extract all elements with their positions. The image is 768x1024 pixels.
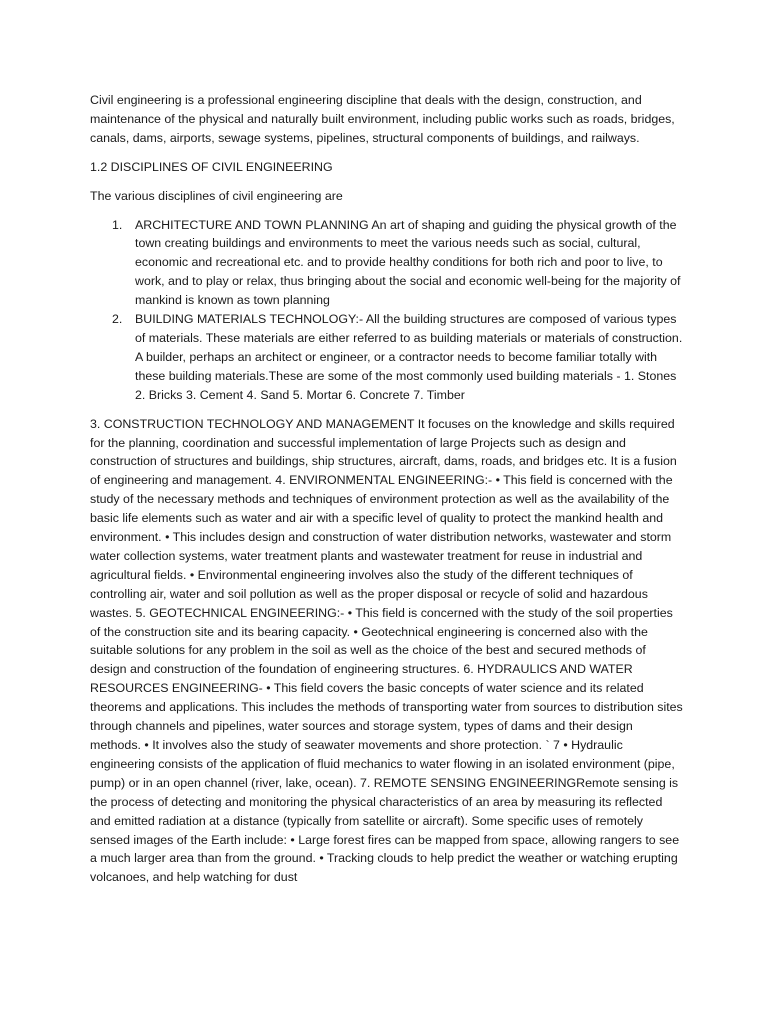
- document-page: [90, 91, 684, 897]
- list-item-text: ARCHITECTURE AND TOWN PLANNING An art of shaping and guiding the physical growth of the town creating buildings and environments to meet the various needs such as social, cultural, economic and recreational etc. and to provide healthy conditions for both rich and poor to live, to work, and to play or relax, thus bringing about the social and economic well-being for the majority of mankind is known as town planning: [135, 217, 681, 308]
- lead-paragraph: The various disciplines of civil engineering are: [90, 188, 343, 203]
- section-heading: 1.2 DISCIPLINES OF CIVIL ENGINEERING: [90, 159, 333, 174]
- disciplines-list: [90, 216, 684, 405]
- list-item: [90, 310, 684, 405]
- intro-paragraph: Civil engineering is a professional engineering discipline that deals with the design, construction, and maintenance of the physical and naturally built environment, including public works such as roads, bridges, canals, dams, airports, sewage systems, pipelines, structural components of buildings, and railways.: [90, 93, 675, 145]
- list-item: [90, 216, 684, 311]
- list-item-number: 1.: [112, 217, 123, 232]
- list-item-number: 2.: [112, 312, 123, 327]
- list-item-text: BUILDING MATERIALS TECHNOLOGY:- All the building structures are composed of various types of materials. These materials are either referred to as building materials or materials of construction. A builder, perhaps an architect or engineer, or a contractor needs to become familiar totally with these building materials.These are some of the most commonly used building materials - 1. Stones 2. Bricks 3. Cement 4. Sand 5. Mortar 6. Concrete 7. Timber: [135, 312, 683, 402]
- body-paragraph: 3. CONSTRUCTION TECHNOLOGY AND MANAGEMENT It focuses on the knowledge and skills required for the planning, coordination and successful implementation of large Projects such as design and construction of structures and buildings, ship structures, aircraft, dams, roads, and bridges etc. It is a fusion of engineering and management. 4. ENVIRONMENTAL ENGINEERING:- • This field is concerned with the study of the necessary methods and techniques of environment protection as well as the availability of the basic life elements such as water and air with a specific level of quality to protect the mankind health and environment. • This includes design and construction of water distribution networks, wastewater and storm water collection systems, water treatment plants and wastewater treatment for reuse in industrial and agricultural fields. • Environmental engineering involves also the study of the different techniques of controlling air, water and soil pollution as well as the proper disposal or recycle of solid and hazardous wastes. 5. GEOTECHNICAL ENGINEERING:- • This field is concerned with the study of the soil properties of the construction site and its bearing capacity. • Geotechnical engineering is concerned also with the suitable solutions for any problem in the soil as well as the choice of the best and secured methods of design and construction of the foundation of engineering structures. 6. HYDRAULICS AND WATER RESOURCES ENGINEERING- • This field covers the basic concepts of water science and its related theorems and applications. This includes the methods of transporting water from sources to distribution sites through channels and pipelines, water sources and storage system, types of dams and their design methods. • It involves also the study of seawater movements and shore protection. ` 7 • Hydraulic engineering consists of the application of fluid mechanics to water flowing in an isolated environment (pipe, pump) or in an open channel (river, lake, ocean). 7. REMOTE SENSING ENGINEERINGRemote sensing is the process of detecting and monitoring the physical characteristics of an area by measuring its reflected and emitted radiation at a distance (typically from satellite or aircraft). Some specific uses of remotely sensed images of the Earth include: • Large forest fires can be mapped from space, allowing rangers to see a much larger area than from the ground. • Tracking clouds to help predict the weather or watching erupting volcanoes, and help watching for dust: [90, 416, 683, 885]
